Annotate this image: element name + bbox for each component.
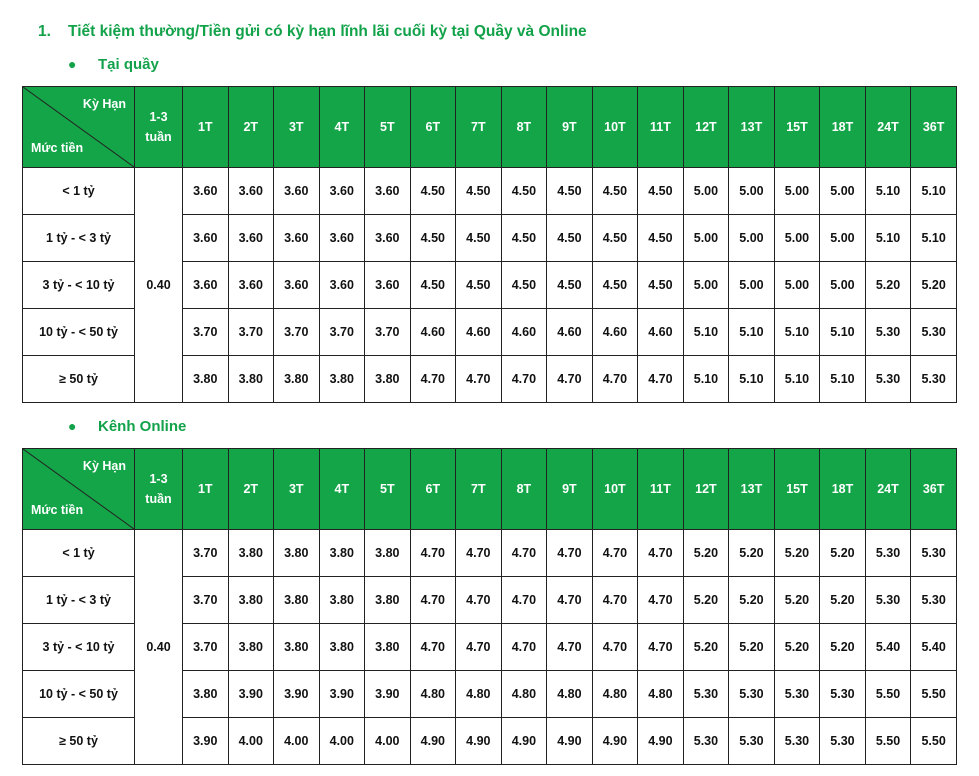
rate-cell: 3.80 xyxy=(365,356,411,403)
term-header: 13T xyxy=(729,449,775,530)
rate-cell: 4.50 xyxy=(547,262,593,309)
rate-cell: 3.70 xyxy=(365,309,411,356)
term-header: 7T xyxy=(456,87,502,168)
rate-cell: 4.70 xyxy=(638,530,684,577)
term-header: 4T xyxy=(319,87,365,168)
rate-cell: 5.20 xyxy=(729,577,775,624)
rate-cell: 3.80 xyxy=(274,356,320,403)
rate-cell: 5.10 xyxy=(865,215,911,262)
rate-cell: 5.30 xyxy=(865,309,911,356)
rate-cell: 5.30 xyxy=(911,309,957,356)
term-header: 1T xyxy=(183,449,229,530)
term-header: 18T xyxy=(820,87,866,168)
rate-cell: 4.50 xyxy=(638,215,684,262)
rate-cell: 3.80 xyxy=(274,530,320,577)
rate-cell: 4.90 xyxy=(638,718,684,765)
rate-cell: 5.20 xyxy=(911,262,957,309)
term-header: 1T xyxy=(183,87,229,168)
rate-cell: 3.60 xyxy=(274,262,320,309)
term-header: 15T xyxy=(774,449,820,530)
term-axis-label: Kỳ Hạn xyxy=(82,97,126,111)
amount-cell: < 1 tỷ xyxy=(23,168,135,215)
corner-header xyxy=(23,87,135,168)
rate-cell: 5.40 xyxy=(911,624,957,671)
rate-cell: 4.90 xyxy=(410,718,456,765)
rate-cell: 4.70 xyxy=(501,577,547,624)
term-header: 12T xyxy=(683,87,729,168)
rate-cell: 4.50 xyxy=(592,262,638,309)
rate-cell: 5.20 xyxy=(683,530,729,577)
term-header: 3T xyxy=(274,449,320,530)
rate-cell: 5.20 xyxy=(774,530,820,577)
rate-cell: 3.80 xyxy=(319,356,365,403)
term-header: 9T xyxy=(547,449,593,530)
rate-cell: 5.00 xyxy=(729,168,775,215)
rate-cell: 4.80 xyxy=(547,671,593,718)
rate-cell: 4.50 xyxy=(501,262,547,309)
rate-cell: 4.70 xyxy=(592,577,638,624)
rate-table-online xyxy=(22,448,957,765)
rate-cell: 3.90 xyxy=(319,671,365,718)
rate-cell: 5.20 xyxy=(774,624,820,671)
term-header: 7T xyxy=(456,449,502,530)
rate-cell: 4.50 xyxy=(456,168,502,215)
rate-cell: 3.90 xyxy=(365,671,411,718)
rate-cell: 3.70 xyxy=(183,577,229,624)
term-header: 2T xyxy=(228,87,274,168)
rate-cell: 3.80 xyxy=(228,577,274,624)
term-header: 10T xyxy=(592,449,638,530)
rate-cell: 3.60 xyxy=(183,168,229,215)
rate-cell: 3.60 xyxy=(365,215,411,262)
rate-cell: 3.90 xyxy=(274,671,320,718)
rate-cell: 3.60 xyxy=(319,215,365,262)
rate-cell: 5.30 xyxy=(911,530,957,577)
header-row xyxy=(23,449,957,530)
rate-cell: 5.10 xyxy=(774,309,820,356)
rate-cell: 4.70 xyxy=(547,530,593,577)
rate-cell: 3.80 xyxy=(228,356,274,403)
rate-cell: 4.70 xyxy=(456,577,502,624)
rate-cell: 3.80 xyxy=(228,624,274,671)
rate-cell: 5.50 xyxy=(911,671,957,718)
rate-cell: 3.80 xyxy=(319,624,365,671)
rate-cell: 5.40 xyxy=(865,624,911,671)
rate-cell: 4.70 xyxy=(456,530,502,577)
rate-cell: 4.70 xyxy=(592,530,638,577)
rate-cell: 5.00 xyxy=(683,262,729,309)
rate-cell: 4.70 xyxy=(456,624,502,671)
term-header: 4T xyxy=(319,449,365,530)
rate-cell: 5.30 xyxy=(820,718,866,765)
rate-cell: 4.70 xyxy=(410,624,456,671)
rate-cell: 4.50 xyxy=(547,168,593,215)
rate-cell: 4.50 xyxy=(410,262,456,309)
rate-cell: 4.60 xyxy=(547,309,593,356)
section-heading xyxy=(38,20,587,44)
amount-cell: ≥ 50 tỷ xyxy=(23,718,135,765)
rate-cell: 3.60 xyxy=(365,168,411,215)
rate-cell: 5.20 xyxy=(820,624,866,671)
rate-cell: 3.60 xyxy=(228,168,274,215)
rate-cell: 4.70 xyxy=(592,356,638,403)
rate-cell: 5.10 xyxy=(865,168,911,215)
rate-cell: 5.00 xyxy=(729,262,775,309)
rate-cell: 4.70 xyxy=(456,356,502,403)
rate-cell: 4.70 xyxy=(638,624,684,671)
term-header: 8T xyxy=(501,449,547,530)
rate-cell: 4.50 xyxy=(501,168,547,215)
header-row xyxy=(23,87,957,168)
rate-cell: 4.90 xyxy=(547,718,593,765)
rate-cell: 3.70 xyxy=(183,309,229,356)
rate-cell: 3.80 xyxy=(274,624,320,671)
subheading-label: Kênh Online xyxy=(98,418,187,435)
rate-cell: 3.90 xyxy=(183,718,229,765)
amount-cell: < 1 tỷ xyxy=(23,530,135,577)
rate-cell: 4.00 xyxy=(228,718,274,765)
term-header: 8T xyxy=(501,87,547,168)
rate-cell: 3.70 xyxy=(183,530,229,577)
rate-cell: 4.70 xyxy=(501,624,547,671)
rate-cell: 5.10 xyxy=(683,356,729,403)
rate-cell: 5.10 xyxy=(774,356,820,403)
subheading-online xyxy=(68,415,186,437)
term-header: 11T xyxy=(638,449,684,530)
rate-cell: 5.20 xyxy=(729,624,775,671)
rate-cell: 4.70 xyxy=(592,624,638,671)
rate-cell: 3.60 xyxy=(183,262,229,309)
rate-cell: 3.60 xyxy=(319,168,365,215)
amount-cell: 10 tỷ - < 50 tỷ xyxy=(23,309,135,356)
rate-cell: 4.50 xyxy=(456,215,502,262)
rate-cell: 3.60 xyxy=(274,215,320,262)
amount-axis-label: Mức tiền xyxy=(31,141,84,155)
amount-cell: 10 tỷ - < 50 tỷ xyxy=(23,671,135,718)
rate-cell: 5.00 xyxy=(683,215,729,262)
rate-cell: 4.50 xyxy=(547,215,593,262)
rate-cell: 5.10 xyxy=(729,309,775,356)
table-row xyxy=(23,530,957,577)
rate-cell: 3.90 xyxy=(228,671,274,718)
rate-cell: 4.00 xyxy=(365,718,411,765)
rate-cell: 4.50 xyxy=(456,262,502,309)
rate-cell: 3.80 xyxy=(319,530,365,577)
bullet-icon: ● xyxy=(68,418,77,434)
rate-cell: 4.50 xyxy=(410,215,456,262)
rate-cell: 3.80 xyxy=(365,530,411,577)
amount-cell: 3 tỷ - < 10 tỷ xyxy=(23,262,135,309)
rate-cell: 5.10 xyxy=(820,309,866,356)
rate-cell: 4.90 xyxy=(501,718,547,765)
rate-cell: 4.90 xyxy=(456,718,502,765)
term-header: 18T xyxy=(820,449,866,530)
rate-cell: 5.10 xyxy=(820,356,866,403)
rate-cell: 5.30 xyxy=(865,356,911,403)
rate-cell: 5.20 xyxy=(774,577,820,624)
rate-cell: 4.80 xyxy=(501,671,547,718)
rate-cell: 5.30 xyxy=(683,718,729,765)
rate-cell: 3.70 xyxy=(228,309,274,356)
term-header: 11T xyxy=(638,87,684,168)
subheading-label: Tại quầy xyxy=(98,56,159,73)
rate-cell: 5.10 xyxy=(911,215,957,262)
rate-cell: 5.00 xyxy=(774,262,820,309)
rate-cell: 5.30 xyxy=(911,577,957,624)
amount-cell: 1 tỷ - < 3 tỷ xyxy=(23,577,135,624)
term-header: 5T xyxy=(365,449,411,530)
rate-cell: 3.80 xyxy=(228,530,274,577)
rate-cell: 5.10 xyxy=(729,356,775,403)
rate-cell: 5.30 xyxy=(820,671,866,718)
term-axis-label: Kỳ Hạn xyxy=(82,459,126,473)
table-row xyxy=(23,168,957,215)
term-header: 6T xyxy=(410,449,456,530)
term-header: 24T xyxy=(865,87,911,168)
rate-cell: 5.00 xyxy=(683,168,729,215)
term-header: 10T xyxy=(592,87,638,168)
week-rate-cell: 0.40 xyxy=(135,168,183,403)
rate-cell: 5.30 xyxy=(865,577,911,624)
rate-cell: 5.10 xyxy=(911,168,957,215)
rate-cell: 4.70 xyxy=(410,356,456,403)
rate-table-counter xyxy=(22,86,957,403)
rate-cell: 3.80 xyxy=(365,577,411,624)
week-column-header: 1-3 tuần xyxy=(135,87,183,168)
term-header: 36T xyxy=(911,87,957,168)
rate-cell: 4.50 xyxy=(592,215,638,262)
rate-cell: 4.50 xyxy=(501,215,547,262)
rate-cell: 5.30 xyxy=(774,718,820,765)
rate-cell: 5.30 xyxy=(729,718,775,765)
amount-cell: 3 tỷ - < 10 tỷ xyxy=(23,624,135,671)
rate-cell: 3.80 xyxy=(365,624,411,671)
rate-cell: 3.60 xyxy=(228,215,274,262)
rate-cell: 5.00 xyxy=(820,215,866,262)
rate-cell: 3.80 xyxy=(274,577,320,624)
rate-cell: 4.60 xyxy=(501,309,547,356)
rate-cell: 5.00 xyxy=(820,168,866,215)
rate-cell: 4.60 xyxy=(456,309,502,356)
week-rate-cell: 0.40 xyxy=(135,530,183,765)
rate-cell: 5.50 xyxy=(865,718,911,765)
rate-cell: 4.60 xyxy=(638,309,684,356)
rate-cell: 4.50 xyxy=(592,168,638,215)
rate-cell: 5.00 xyxy=(820,262,866,309)
rate-cell: 3.60 xyxy=(228,262,274,309)
term-header: 15T xyxy=(774,87,820,168)
rate-cell: 4.70 xyxy=(547,356,593,403)
rate-cell: 3.70 xyxy=(274,309,320,356)
rate-cell: 4.70 xyxy=(501,356,547,403)
term-header: 36T xyxy=(911,449,957,530)
amount-cell: ≥ 50 tỷ xyxy=(23,356,135,403)
rate-cell: 3.60 xyxy=(319,262,365,309)
term-header: 12T xyxy=(683,449,729,530)
corner-header xyxy=(23,449,135,530)
term-header: 6T xyxy=(410,87,456,168)
section-title: Tiết kiệm thường/Tiền gửi có kỳ hạn lĩnh lãi cuối kỳ tại Quầy và Online xyxy=(68,23,587,40)
rate-cell: 5.20 xyxy=(683,624,729,671)
amount-cell: 1 tỷ - < 3 tỷ xyxy=(23,215,135,262)
rate-cell: 5.00 xyxy=(774,168,820,215)
rate-cell: 5.30 xyxy=(865,530,911,577)
rate-cell: 5.30 xyxy=(683,671,729,718)
term-header: 9T xyxy=(547,87,593,168)
rate-cell: 4.60 xyxy=(592,309,638,356)
term-header: 2T xyxy=(228,449,274,530)
term-header: 5T xyxy=(365,87,411,168)
rate-cell: 4.80 xyxy=(410,671,456,718)
rate-cell: 4.80 xyxy=(638,671,684,718)
term-header: 13T xyxy=(729,87,775,168)
rate-cell: 4.00 xyxy=(319,718,365,765)
rate-cell: 4.70 xyxy=(547,577,593,624)
rate-cell: 4.50 xyxy=(638,168,684,215)
rate-cell: 4.90 xyxy=(592,718,638,765)
rate-cell: 5.00 xyxy=(774,215,820,262)
section-number: 1. xyxy=(38,23,51,40)
rate-cell: 4.70 xyxy=(501,530,547,577)
rate-cell: 3.60 xyxy=(183,215,229,262)
rate-cell: 4.70 xyxy=(638,356,684,403)
rate-cell: 4.70 xyxy=(410,577,456,624)
rate-cell: 4.80 xyxy=(456,671,502,718)
rate-cell: 5.20 xyxy=(729,530,775,577)
rate-cell: 5.30 xyxy=(729,671,775,718)
rate-cell: 5.20 xyxy=(820,530,866,577)
rate-cell: 3.80 xyxy=(183,356,229,403)
amount-axis-label: Mức tiền xyxy=(31,503,84,517)
rate-cell: 4.50 xyxy=(638,262,684,309)
rate-cell: 4.70 xyxy=(638,577,684,624)
term-header: 3T xyxy=(274,87,320,168)
rate-cell: 5.50 xyxy=(865,671,911,718)
subheading-counter xyxy=(68,53,159,75)
rate-cell: 4.70 xyxy=(410,530,456,577)
rate-cell: 5.30 xyxy=(774,671,820,718)
rate-cell: 4.60 xyxy=(410,309,456,356)
rate-cell: 4.50 xyxy=(410,168,456,215)
rate-cell: 5.00 xyxy=(729,215,775,262)
rate-cell: 3.70 xyxy=(319,309,365,356)
rate-cell: 3.60 xyxy=(274,168,320,215)
rate-cell: 4.70 xyxy=(547,624,593,671)
rate-cell: 4.80 xyxy=(592,671,638,718)
rate-cell: 4.00 xyxy=(274,718,320,765)
bullet-icon: ● xyxy=(68,56,77,72)
rate-cell: 3.80 xyxy=(319,577,365,624)
rate-cell: 5.10 xyxy=(683,309,729,356)
rate-cell: 5.30 xyxy=(911,356,957,403)
rate-cell: 3.80 xyxy=(183,671,229,718)
week-column-header: 1-3 tuần xyxy=(135,449,183,530)
rate-cell: 3.60 xyxy=(365,262,411,309)
rate-cell: 5.20 xyxy=(865,262,911,309)
rate-cell: 5.50 xyxy=(911,718,957,765)
rate-cell: 3.70 xyxy=(183,624,229,671)
term-header: 24T xyxy=(865,449,911,530)
rate-cell: 5.20 xyxy=(683,577,729,624)
rate-cell: 5.20 xyxy=(820,577,866,624)
